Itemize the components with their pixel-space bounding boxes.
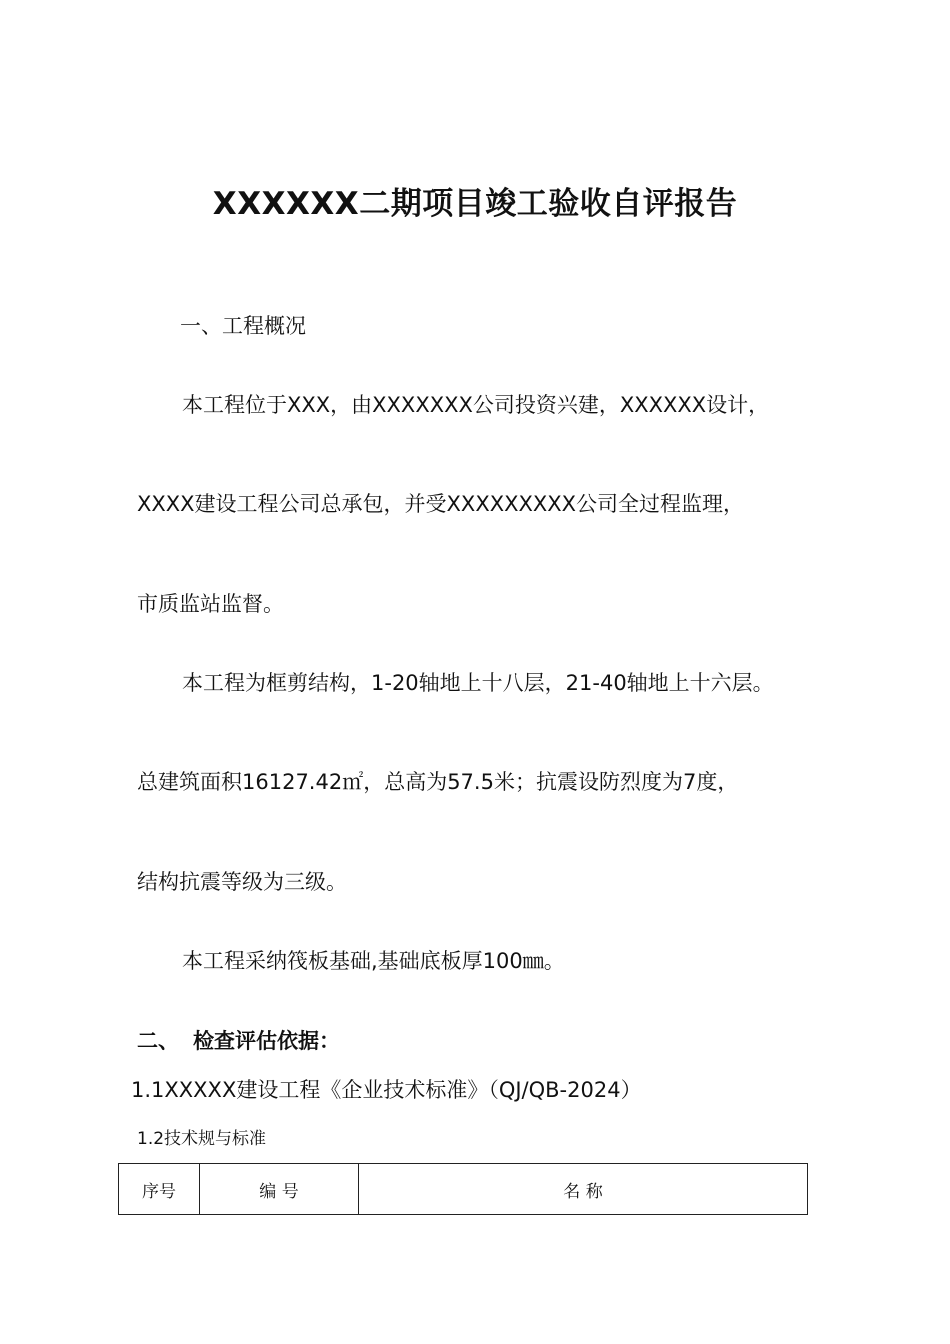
subsection-1-2: 1.2技术规与标准	[137, 1129, 267, 1149]
column-header-code: 编 号	[200, 1164, 359, 1215]
subsection-1-1: 1.1XXXXX建设工程《企业技术标准》（QJ/QB-2024）	[131, 1078, 642, 1102]
column-header-name: 名 称	[359, 1164, 808, 1215]
paragraph-line: 结构抗震等级为三级。	[137, 870, 347, 894]
paragraph-line: 本工程为框剪结构，1-20轴地上十八层，21-40轴地上十六层。	[182, 671, 774, 695]
document-title: XXXXXX二期项目竣工验收自评报告	[212, 186, 738, 222]
paragraph-line: 本工程位于XXX，由XXXXXXX公司投资兴建，XXXXXX设计，	[182, 393, 770, 417]
paragraph-line: 总建筑面积16127.42㎡，总高为57.5米；抗震设防烈度为7度，	[137, 770, 739, 794]
section-title: 检查评估依据：	[193, 1029, 340, 1053]
section-number: 二、	[137, 1029, 179, 1053]
paragraph-line: XXXX建设工程公司总承包，并受XXXXXXXXX公司全过程监理，	[137, 492, 745, 516]
paragraph-line: 本工程采纳筏板基础,基础底板厚100㎜。	[182, 949, 565, 973]
column-header-index: 序号	[119, 1164, 200, 1215]
table-header-row	[119, 1164, 808, 1215]
standards-table	[118, 1163, 808, 1215]
section-heading-basis	[137, 1026, 340, 1056]
section-heading-overview: 一、工程概况	[180, 314, 306, 338]
paragraph-line: 市质监站监督。	[137, 592, 284, 616]
